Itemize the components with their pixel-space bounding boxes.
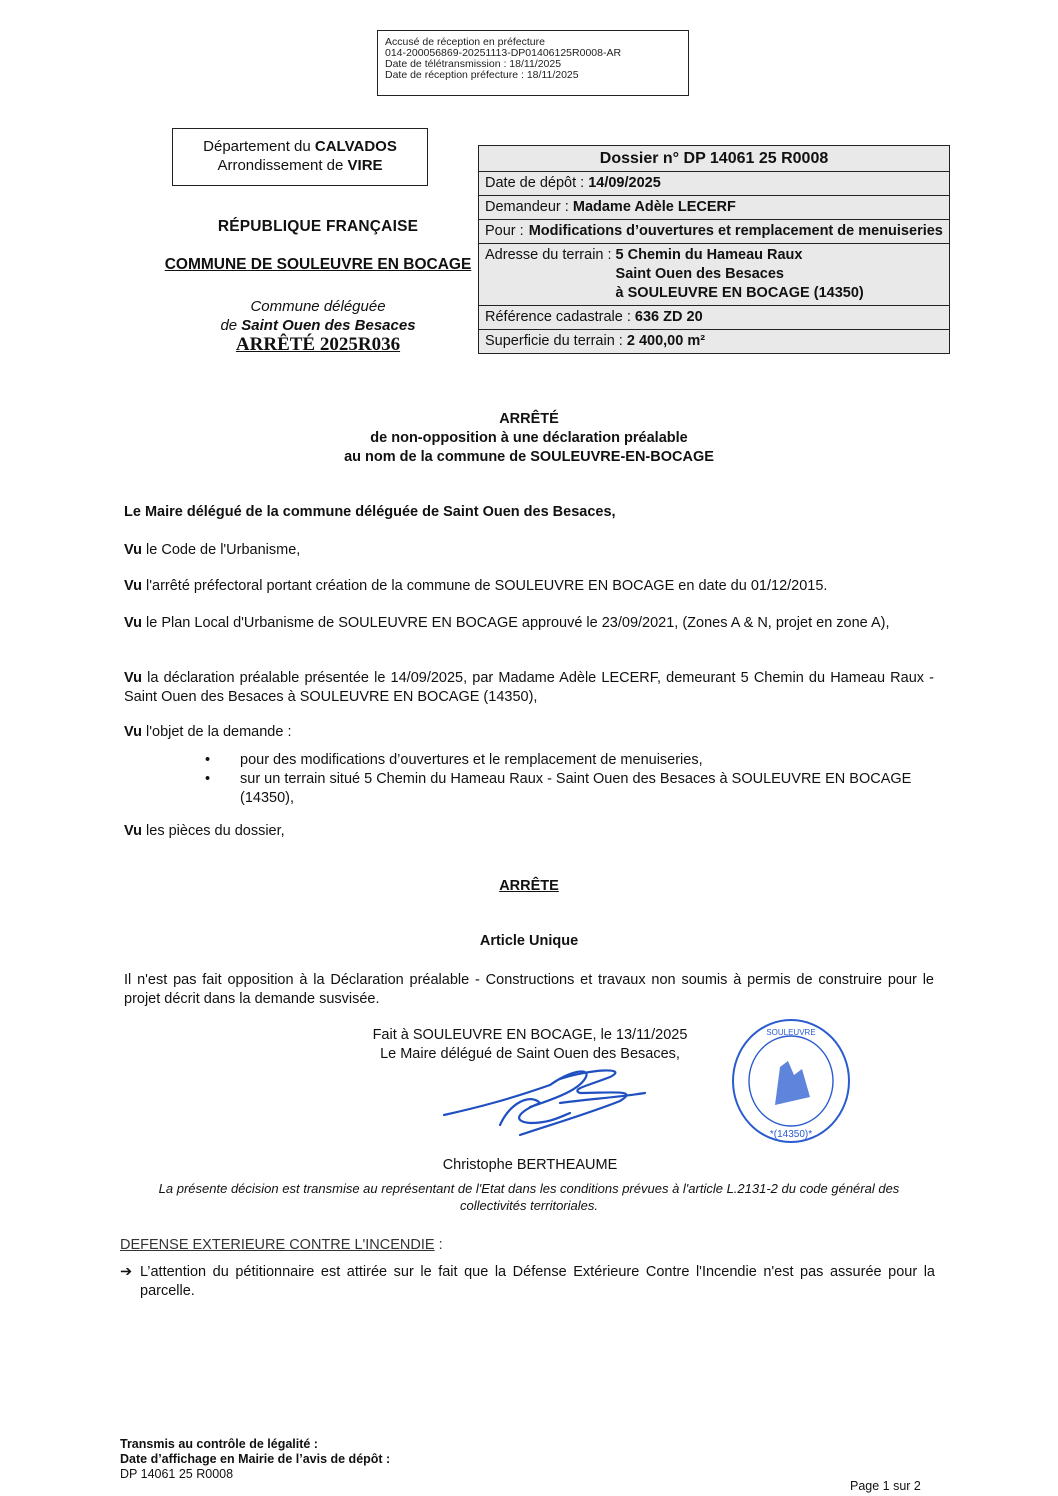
dossier-date-depot: Date de dépôt : 14/09/2025	[479, 171, 949, 195]
dossier-demandeur: Demandeur : Madame Adèle LECERF	[479, 195, 949, 219]
signature-place-date: Fait à SOULEUVRE EN BOCAGE, le 13/11/2025	[372, 1027, 688, 1043]
receipt-transmission-date: Date de télétransmission : 18/11/2025	[385, 58, 562, 70]
vu-pieces-dossier: Vu les pièces du dossier,	[124, 823, 285, 839]
vu-code-urbanisme: Vu le Code de l'Urbanisme,	[124, 542, 301, 558]
defense-paragraph: ➔ L’attention du pétitionnaire est attirée sur le fait que la Défense Extérieure Contre l'Incendie n'est pas assurée pour la parcelle.	[120, 1264, 935, 1299]
footer	[120, 1437, 390, 1482]
republique-heading: RÉPUBLIQUE FRANÇAISE	[217, 218, 419, 235]
arrondissement-line: Arrondissement de VIRE	[217, 157, 383, 174]
signature-role: Le Maire délégué de Saint Ouen des Besaces,	[380, 1046, 680, 1062]
footer-dossier-ref: DP 14061 25 R0008	[120, 1467, 234, 1481]
transmission-note: La présente décision est transmise au représentant de l'Etat dans les conditions prévues à l'article L.2131-2 du code général des collectivités territoriales.	[158, 1181, 900, 1213]
footer-affichage: Date d’affichage en Mairie de l’avis de dépôt :	[120, 1452, 391, 1466]
department-line: Département du CALVADOS	[203, 138, 397, 155]
objet-bullets	[205, 751, 934, 808]
bullet-icon: •	[205, 752, 211, 768]
department-name: CALVADOS	[314, 138, 397, 155]
bullet-icon: •	[205, 771, 211, 787]
receipt-reception-date: Date de réception préfecture : 18/11/2025	[385, 69, 579, 81]
defense-heading: DEFENSE EXTERIEURE CONTRE L'INCENDIE :	[120, 1237, 443, 1253]
arrete-heading: ARRÊTE	[499, 878, 559, 894]
bullet-item: • sur un terrain situé 5 Chemin du Hameau Raux - Saint Ouen des Besaces à SOULEUVRE EN BOCAGE (14350),	[205, 771, 912, 806]
vu-plu: Vu le Plan Local d'Urbanisme de SOULEUVRE EN BOCAGE approuvé le 23/09/2021, (Zones A & N, projet en zone A),	[124, 615, 890, 631]
dossier-superficie: Superficie du terrain : 2 400,00 m²	[479, 329, 949, 353]
dossier-title: Dossier n° DP 14061 25 R0008	[599, 150, 829, 167]
official-stamp-icon	[730, 1017, 852, 1145]
dossier-reference-cadastrale: Référence cadastrale : 636 ZD 20	[479, 305, 949, 329]
signer-name: Christophe BERTHEAUME	[442, 1157, 618, 1173]
dossier-pour: Pour : Modifications d’ouvertures et remplacement de menuiseries	[479, 219, 949, 243]
bullet-item: • pour des modifications d’ouvertures et le remplacement de menuiseries,	[205, 752, 703, 768]
footer-transmis: Transmis au contrôle de légalité :	[120, 1437, 318, 1451]
commune-deleguee: Commune déléguée de Saint Ouen des Besaces	[220, 298, 416, 334]
maire-intro: Le Maire délégué de la commune déléguée de Saint Ouen des Besaces,	[124, 504, 616, 520]
stamp-code: *(14350)*	[769, 1129, 813, 1140]
signature-block	[330, 1026, 730, 1064]
prefecture-receipt-box	[377, 30, 689, 96]
receipt-id: 014-200056869-20251113-DP01406125R0008-AR	[385, 47, 622, 59]
commune-heading: COMMUNE DE SOULEUVRE EN BOCAGE	[164, 256, 472, 273]
dossier-table	[478, 145, 950, 354]
article-text: Il n'est pas fait opposition à la Déclaration préalable - Constructions et travaux non soumis à permis de construire pour le projet décrit dans la demande susvisée.	[124, 972, 934, 1007]
arrondissement-name: VIRE	[347, 157, 383, 174]
vu-arrete-prefectoral: Vu l'arrêté préfectoral portant création de la commune de SOULEUVRE EN BOCAGE en date du 01/12/2015.	[124, 578, 828, 594]
arrow-right-icon: ➔	[120, 1264, 133, 1280]
document-title: ARRÊTÉ de non-opposition à une déclaration préalable au nom de la commune de SOULEUVRE-EN-BOCAGE	[344, 411, 714, 465]
svg-text:SOULEUVRE: SOULEUVRE	[766, 1028, 816, 1037]
receipt-title: Accusé de réception en préfecture	[385, 36, 545, 48]
arrete-number: ARRÊTÉ 2025R036	[235, 334, 401, 355]
handwritten-signature-icon	[440, 1063, 660, 1143]
vu-objet-demande: Vu l'objet de la demande :	[124, 724, 292, 740]
department-box	[172, 128, 428, 186]
vu-declaration: Vu la déclaration préalable présentée le 14/09/2025, par Madame Adèle LECERF, demeurant 5 Chemin du Hameau Raux - Saint Ouen des Besaces à SOULEUVRE EN BOCAGE (14350),	[124, 670, 934, 705]
page-number: Page 1 sur 2	[850, 1479, 921, 1493]
dossier-adresse: Adresse du terrain : 5 Chemin du Hameau Raux Saint Ouen des Besaces à SOULEUVRE EN BOCAGE (14350)	[479, 243, 949, 305]
article-heading: Article Unique	[479, 933, 579, 949]
